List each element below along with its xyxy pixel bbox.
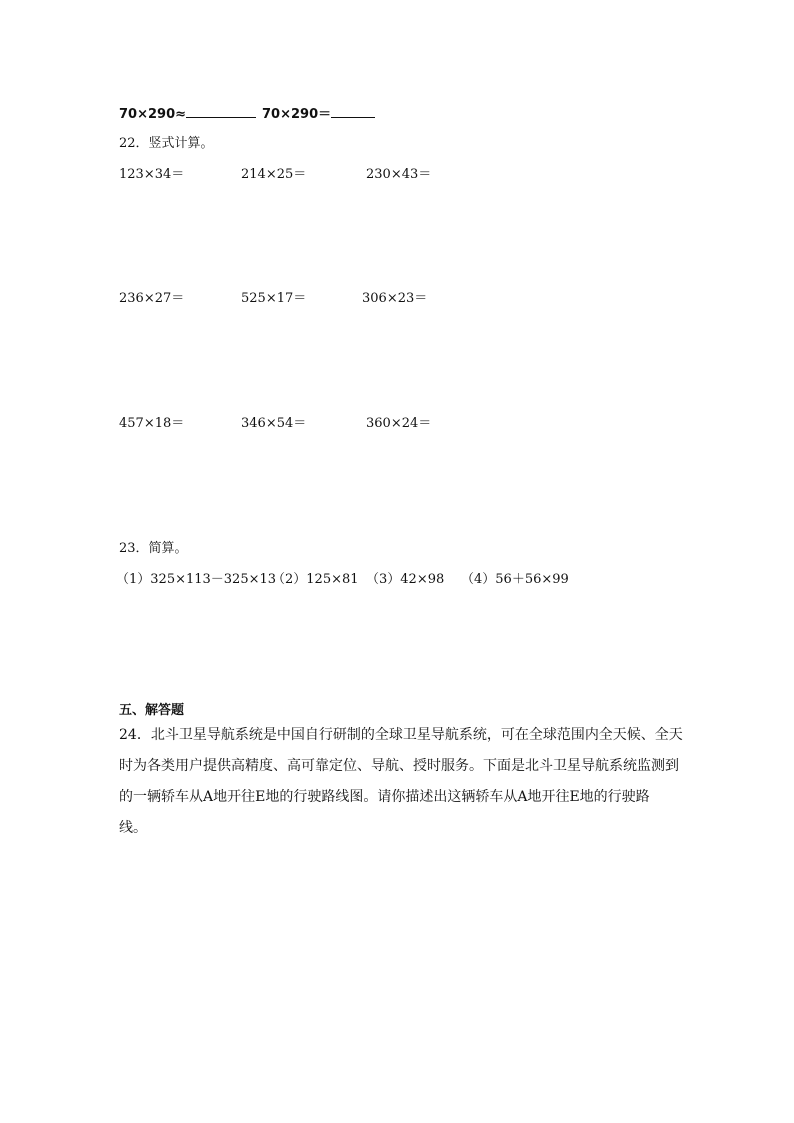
q22-r3-c3: 360×24＝ xyxy=(366,416,432,431)
answer-blank-1[interactable] xyxy=(186,104,256,118)
q22-r2-c1: 236×27＝ xyxy=(119,291,185,306)
q23-item-2: （2）125×81 xyxy=(272,572,359,587)
q22-r1-c2: 214×25＝ xyxy=(241,167,307,182)
q22-title: 22．竖式计算。 xyxy=(119,136,214,151)
q23-item-4: （4）56＋56×99 xyxy=(461,572,569,587)
q22-r3-c1: 457×18＝ xyxy=(119,416,185,431)
q23-item-1: （1）325×113－325×13 xyxy=(116,572,277,587)
q23-title: 23．简算。 xyxy=(119,541,188,556)
q24-line-4: 线。 xyxy=(119,820,147,836)
q24-line-1: 24．北斗卫星导航系统是中国自行研制的全球卫星导航系统，可在全球范围内全天候、全天 xyxy=(119,727,683,743)
q24-paragraph xyxy=(119,720,683,844)
estimate-line xyxy=(119,104,375,123)
q22-r2-c3: 306×23＝ xyxy=(362,291,428,306)
estimate-expr-1: 70×290≈ xyxy=(119,107,187,122)
q22-r2-c2: 525×17＝ xyxy=(241,291,307,306)
q22-r1-c3: 230×43＝ xyxy=(366,167,432,182)
q23-item-3: （3）42×98 xyxy=(366,572,445,587)
answer-blank-2[interactable] xyxy=(331,104,375,118)
estimate-expr-2: 70×290＝ xyxy=(262,107,332,122)
q24-line-3: 的一辆轿车从A地开往E地的行驶路线图。请你描述出这辆轿车从A地开往E地的行驶路 xyxy=(119,789,650,805)
section-heading: 五、解答题 xyxy=(119,703,185,718)
q22-r1-c1: 123×34＝ xyxy=(119,167,185,182)
q22-r3-c2: 346×54＝ xyxy=(241,416,307,431)
q24-line-2: 时为各类用户提供高精度、高可靠定位、导航、授时服务。下面是北斗卫星导航系统监测到 xyxy=(119,758,679,774)
